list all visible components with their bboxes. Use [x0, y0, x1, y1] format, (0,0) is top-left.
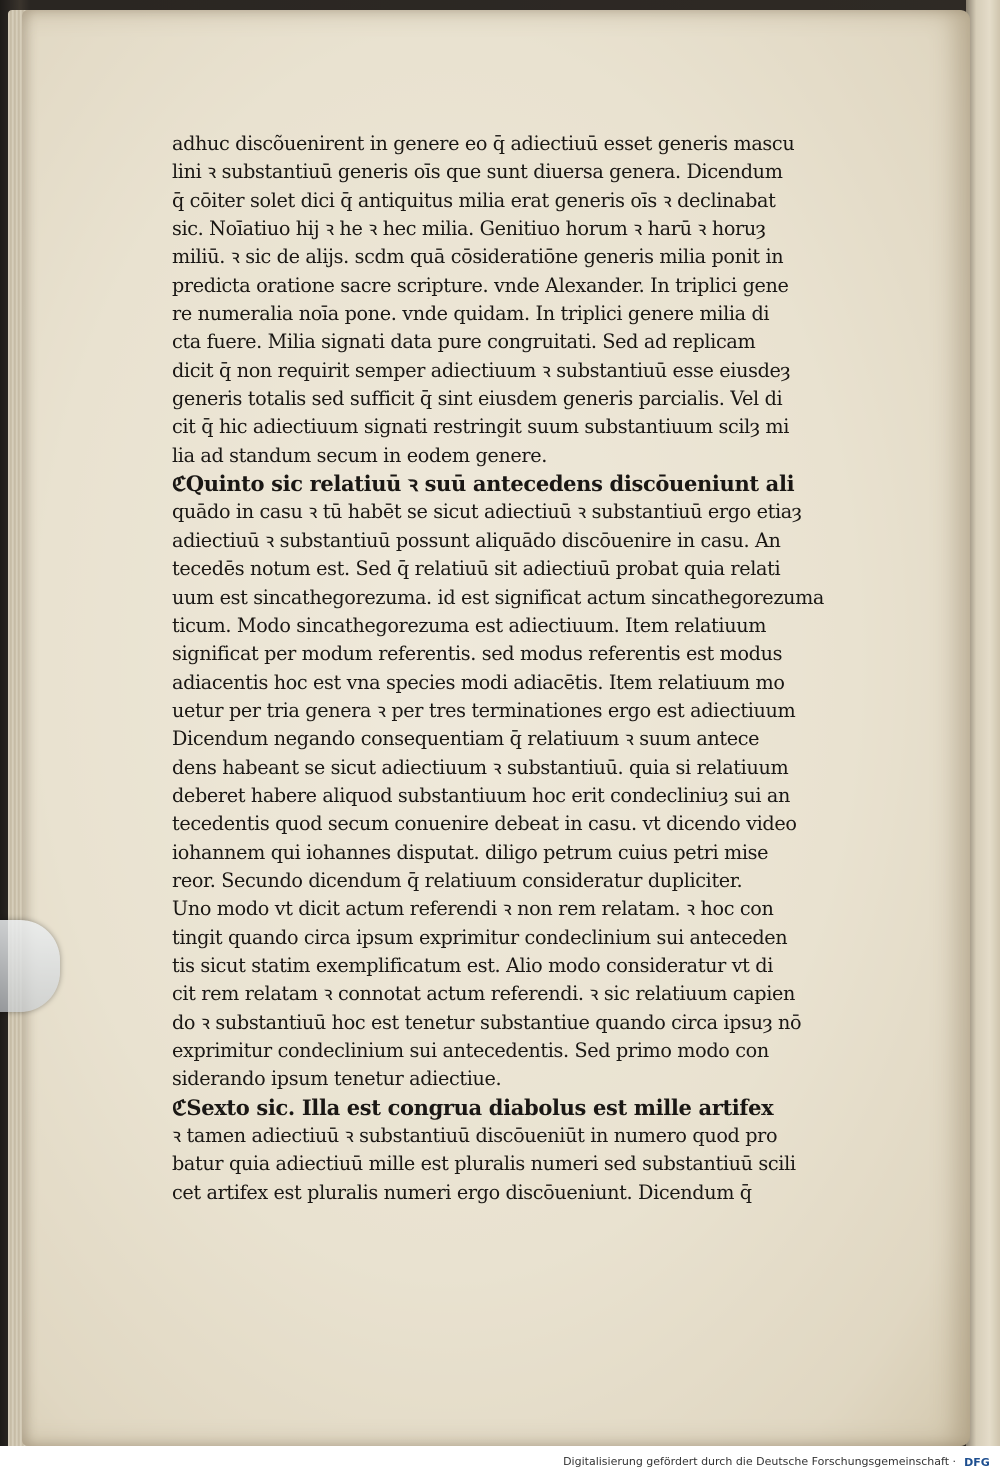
text-line: lia ad standum secum in eodem genere. — [172, 443, 547, 467]
text-line: tecedentis quod secum conuenire debeat in casu. vt dicendo video — [172, 812, 797, 836]
text-line: quādo in casu ꝛ tū habēt se sicut adiectiuū ꝛ substantiuū ergo etiaȝ — [172, 500, 802, 524]
text-line: reor. Secundo dicendum q̄ relatiuum consideratur dupliciter. — [172, 868, 743, 892]
text-line: tecedēs notum est. Sed q̄ relatiuū sit adiectiuū probat quia relati — [172, 557, 781, 581]
text-line: miliū. ꝛ sic de alijs. scdm quā cōsideratiōne generis milia ponit in — [172, 245, 784, 269]
text-line: tingit quando circa ipsum exprimitur condeclinium sui anteceden — [172, 925, 788, 949]
text-line: adiectiuū ꝛ substantiuū possunt aliquādo discōuenire in casu. An — [172, 528, 781, 552]
text-line: significat per modum referentis. sed modus referentis est modus — [172, 642, 783, 666]
text-line: re numeralia noīa pone. vnde quidam. In triplici genere milia di — [172, 302, 770, 326]
text-line: q̄ cōiter solet dici q̄ antiquitus milia erat generis oīs ꝛ declinabat — [172, 188, 776, 212]
text-line: dens habeant se sicut adiectiuum ꝛ substantiuū. quia si relatiuum — [172, 755, 789, 779]
text-line: uetur per tria genera ꝛ per tres terminationes ergo est adiectiuum — [172, 698, 796, 722]
text-line: exprimitur condeclinium sui antecedentis. Sed primo modo con — [172, 1039, 769, 1062]
text-line: lini ꝛ substantiuū generis oīs que sunt diuersa genera. Dicendum — [172, 160, 783, 184]
text-line: do ꝛ substantiuū hoc est tenetur substantiue quando circa ipsuȝ nō — [172, 1010, 802, 1034]
text-line: batur quia adiectiuū mille est pluralis numeri sed substantiuū scili — [172, 1152, 796, 1176]
text-line: dicit q̄ non requirit semper adiectiuum ꝛ substantiuū esse eiusdeȝ — [172, 358, 791, 382]
section-heading: ℭSexto sic. Illa est congrua diabolus est mille artifex — [172, 1094, 774, 1120]
text-line: cit rem relatam ꝛ connotat actum referendi. ꝛ sic relatiuum capien — [172, 982, 796, 1006]
text-line: uum est sincathegorezuma. id est significat actum sincathegorezuma — [172, 585, 825, 609]
footer-bar — [0, 1446, 1000, 1479]
text-line: Dicendum negando consequentiam q̄ relatiuum ꝛ suum antece — [172, 727, 760, 751]
text-line: adhuc discõuenirent in genere eo q̄ adiectiuū esset generis mascu — [172, 132, 795, 155]
text-line: cet artifex est pluralis numeri ergo discōueniunt. Dicendum q̄ — [172, 1180, 752, 1204]
text-line: sic. Noīatiuo hij ꝛ he ꝛ hec milia. Genitiuo horum ꝛ harū ꝛ horuȝ — [172, 217, 766, 241]
text-line: cit q̄ hic adiectiuum signati restringit suum substantiuum scilȝ mi — [172, 415, 789, 439]
text-line: predicta oratione sacre scripture. vnde Alexander. In triplici gene — [172, 273, 789, 297]
next-leaf-edge — [966, 0, 1000, 1450]
text-line: siderando ipsum tenetur adiectiue. — [172, 1067, 502, 1091]
text-line: ꝛ tamen adiectiuū ꝛ substantiuū discōueniūt in numero quod pro — [172, 1124, 778, 1148]
text-line: generis totalis sed sufficit q̄ sint eiusdem generis parcialis. Vel di — [172, 387, 783, 411]
text-line: tis sicut statim exemplificatum est. Alio modo consideratur vt di — [172, 953, 774, 977]
text-line: iohannem qui iohannes disputat. diligo petrum cuius petri mise — [172, 840, 769, 864]
page-text — [172, 130, 832, 1207]
text-line: Uno modo vt dicit actum referendi ꝛ non rem relatam. ꝛ hoc con — [172, 897, 774, 921]
dfg-logo[interactable]: DFG — [964, 1455, 990, 1469]
text-line: adiacentis hoc est vna species modi adiacētis. Item relatiuum mo — [172, 670, 785, 694]
text-line: cta fuere. Milia signati data pure congruitati. Sed ad replicam — [172, 330, 756, 354]
text-line: ticum. Modo sincathegorezuma est adiectiuum. Item relatiuum — [172, 613, 767, 637]
funding-credit: Digitalisierung gefördert durch die Deutsche Forschungsgemeinschaft · — [563, 1455, 956, 1468]
text-line: deberet habere aliquod substantiuum hoc erit condecliniuȝ sui an — [172, 783, 790, 807]
section-heading: ℭQuinto sic relatiuū ꝛ suū antecedens discōueniunt ali — [172, 471, 795, 497]
